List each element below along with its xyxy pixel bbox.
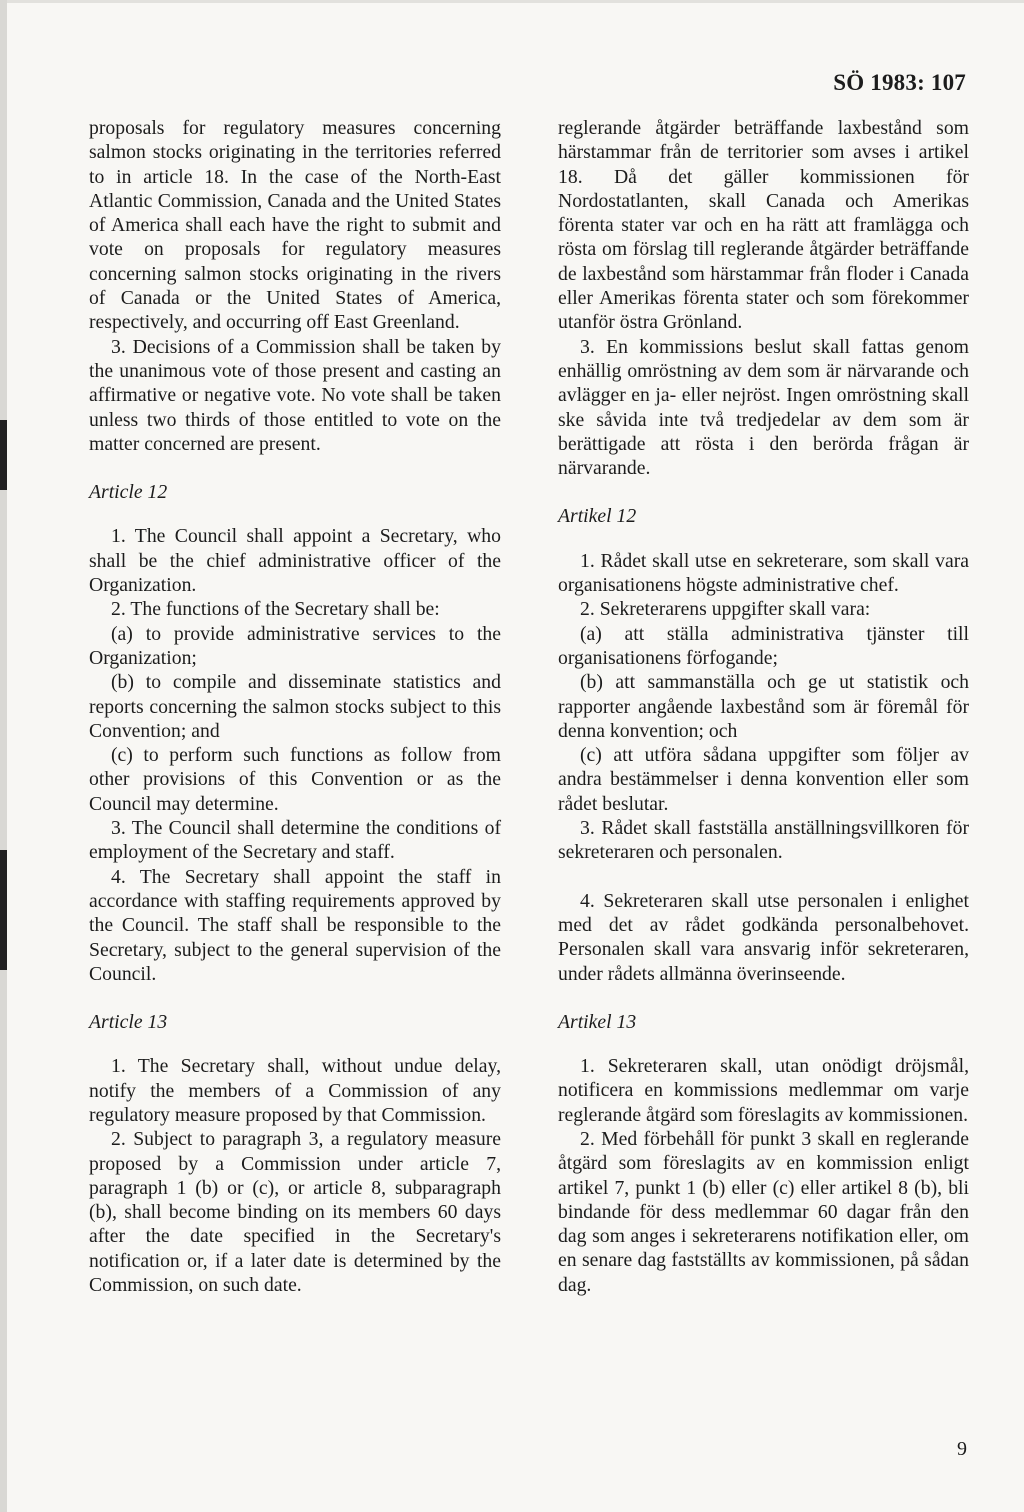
swedish-art13-p1: 1. Sekreteraren skall, utan onödigt dröjsmål, notificera en kommissions medlemmar om varje reglerande åtgärd som föreslagits av kommissionen.: [558, 1055, 969, 1126]
english-paragraph-3: 3. Decisions of a Commission shall be taken by the unanimous vote of those present and casting an affirmative or negative vote. No vote shall be taken unless two thirds of those entitled to vote on the matter concerned are present.: [89, 335, 501, 455]
english-art12-p4: 4. The Secretary shall appoint the staff in accordance with staffing requirements approved by the Council. The staff shall be responsible to the Secretary, subject to the general supervision of the Council.: [89, 865, 501, 985]
swedish-art12-p2c: (c) att utföra sådana uppgifter som följer av andra bestämmelser i denna konvention eller som rådet beslutar.: [558, 744, 969, 815]
english-article-13-heading: Article 13: [89, 1011, 168, 1034]
scan-edge-top: [0, 0, 1024, 3]
scan-edge-left: [0, 0, 7, 1512]
english-art13-p2: 2. Subject to paragraph 3, a regulatory measure proposed by a Commission under article 7, paragraph 1 (b) or (c), or article 8, subparagraph (b), shall become binding on its members 60 days after the date specified in the Secretary's notification or, if a later date is determined by the Commission, on such date.: [89, 1128, 501, 1297]
page-number: 9: [957, 1438, 967, 1460]
scan-mark: [0, 420, 7, 490]
swedish-art12-p2: 2. Sekreterarens uppgifter skall vara:: [580, 598, 871, 621]
swedish-column: [558, 116, 969, 1297]
swedish-article-12-heading: Artikel 12: [558, 505, 637, 528]
swedish-art13-p2: 2. Med förbehåll för punkt 3 skall en reglerande åtgärd som föreslagits av en kommission enligt artikel 7, punkt 1 (b) eller (c) eller artikel 8 (b), bli bindande för dess medlemmar 60 dagar från den dag som anges i sekreterarens notifikation eller, om en senare dag fastställts av kommissionen, på sådan dag.: [558, 1127, 969, 1296]
swedish-paragraph-3: 3. En kommissions beslut skall fattas genom enhällig omröstning av dem som är närvarande och avlägger en ja- eller nejröst. Ingen omröstning skall ske såvida inte två tredjedelar av dem som är berättigade att rösta i den berörda frågan är närvarande.: [558, 335, 969, 480]
swedish-art12-p2b: (b) att sammanställa och ge ut statistik och rapporter angående laxbestånd som är föremål för denna konvention; och: [558, 671, 969, 742]
swedish-art12-p1: 1. Rådet skall utse en sekreterare, som skall vara organisationens högste administrative chef.: [558, 549, 969, 597]
english-art12-p2: 2. The functions of the Secretary shall be:: [111, 598, 440, 621]
swedish-art12-p2a: (a) att ställa administrativa tjänster till organisationens förfogande;: [558, 622, 969, 669]
english-column: [89, 116, 501, 1297]
swedish-art12-p4: 4. Sekreteraren skall utse personalen i enlighet med det av rådet godkända personalbehovet. Personalen skall vara ansvarig inför sekreteraren, under rådets allmänna överinseende.: [558, 889, 969, 985]
english-art12-p3: 3. The Council shall determine the conditions of employment of the Secretary and staff.: [89, 817, 501, 864]
swedish-intro-paragraph: reglerande åtgärder beträffande laxbestånd som härstammar från de territorier som avses i artikel 18. Då det gäller kommissionen för Nordostatlanten, skall Canada och Amerikas förenta stater var och en ha rätt att framlägga och rösta om förslag till reglerande åtgärder beträffande de laxbestånd som härstammar från floder i Canada eller Amerikas förenta stater och som förekommer utanför östra Grönland.: [558, 117, 969, 334]
swedish-article-13-heading: Artikel 13: [558, 1010, 637, 1033]
swedish-art12-p3: 3. Rådet skall fastställa anställningsvillkoren för sekreteraren och personalen.: [558, 817, 969, 864]
english-art12-p2b: (b) to compile and disseminate statistics and reports concerning the salmon stocks subject to this Convention; and: [89, 671, 501, 742]
document-reference: SÖ 1983: 107: [833, 70, 966, 95]
english-art12-p1: 1. The Council shall appoint a Secretary, who shall be the chief administrative officer of the Organization.: [89, 525, 501, 597]
english-art13-p1: 1. The Secretary shall, without undue delay, notify the members of a Commission of any regulatory measure proposed by that Commission.: [89, 1055, 501, 1126]
english-art12-p2c: (c) to perform such functions as follow from other provisions of this Convention or as the Council may determine.: [89, 744, 501, 815]
english-art12-p2a: (a) to provide administrative services to the Organization;: [89, 622, 501, 669]
scan-mark: [0, 850, 7, 970]
english-intro-paragraph: proposals for regulatory measures concerning salmon stocks originating in the territories referred to in article 18. In the case of the North-East Atlantic Commission, Canada and the United States of America shall each have the right to submit and vote on proposals for regulatory measures concerning salmon stocks originating in the rivers of Canada or the United States of America, respectively, and occurring off East Greenland.: [89, 117, 501, 334]
english-article-12-heading: Article 12: [89, 481, 168, 504]
